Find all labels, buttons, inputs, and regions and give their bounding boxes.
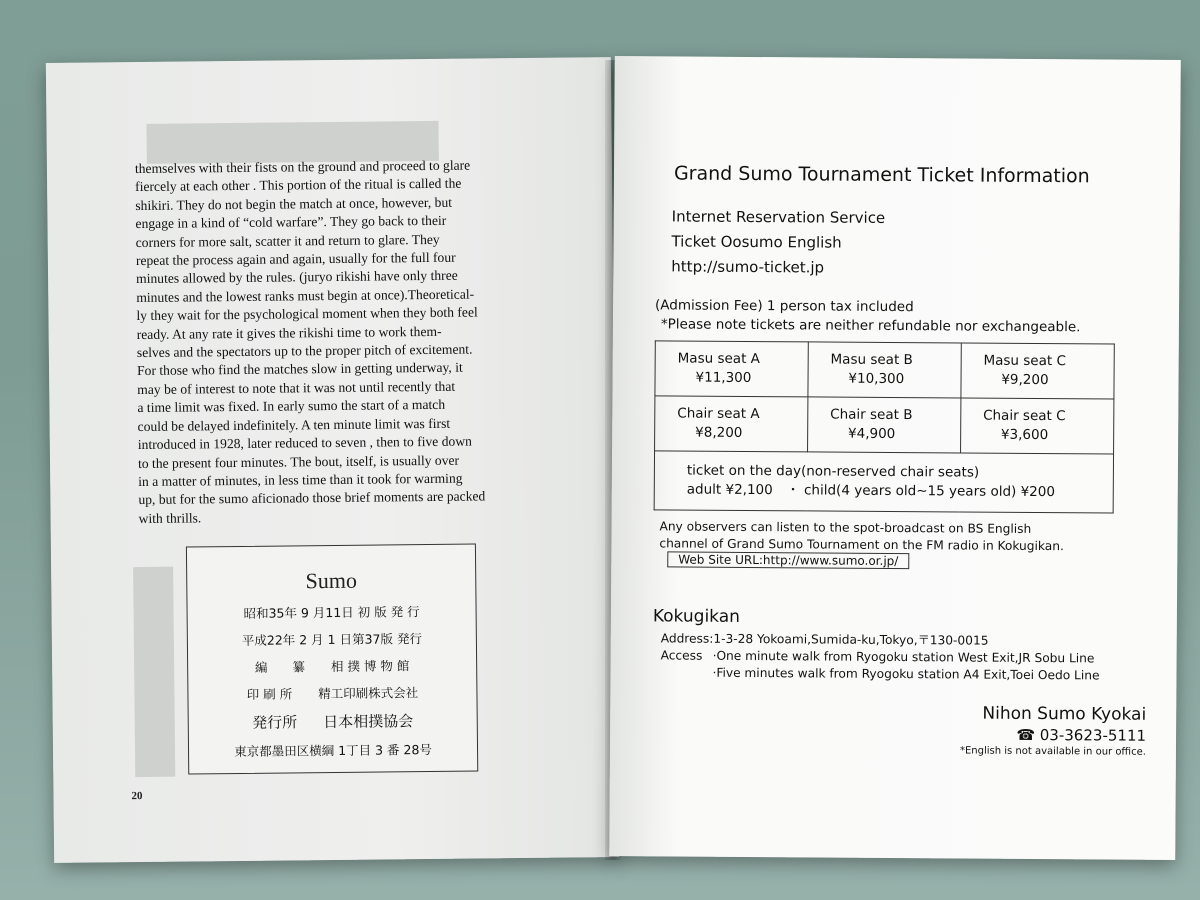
organization-name: Nihon Sumo Kyokai — [982, 703, 1147, 725]
ticket-price-table — [654, 340, 1115, 513]
body-line: in a matter of minutes, in less time than it took for warming — [138, 470, 463, 489]
colophon-title: Sumo — [305, 567, 358, 594]
seat-cell: Chair seat B ¥4,900 — [807, 397, 960, 453]
body-line: up, but for the sumo aficionado those brief moments are packed — [138, 488, 486, 508]
seat-cell: Masu seat C ¥9,200 — [961, 343, 1115, 399]
body-line: themselves with their fists on the ground and proceed to glare — [134, 157, 471, 177]
reservation-url: http://sumo-ticket.jp — [671, 257, 825, 277]
body-line: a time limit was fixed. In early sumo the start of a match — [137, 397, 446, 416]
website-url: Web Site URL:http://www.sumo.or.jp/ — [667, 551, 909, 569]
phone-number: ☎ 03-3623-5111 — [1016, 725, 1147, 745]
body-line: fiercely at each other . This portion of the ritual is called the — [135, 176, 462, 195]
body-line: shikiri. They do not begin the match at once, however, but — [135, 194, 453, 213]
body-line: may be of interest to note that it was not until recently that — [137, 378, 456, 397]
body-line: engage in a kind of “cold warfare”. They go back to their — [135, 213, 447, 232]
colophon-box — [186, 544, 478, 775]
broadcast-note: Any observers can listen to the spot-broadcast on BS English channel of Grand Sumo Tournament on the FM radio in Kokugikan. — [659, 519, 1064, 554]
body-line: minutes and the lowest ranks must begin at once).Theoretical- — [136, 286, 475, 305]
refund-note: *Please note tickets are neither refundable nor exchangeable. — [660, 316, 1081, 336]
day-ticket-cell: ticket on the day(non-reserved chair seats) adult ¥2,100 ・ child(4 years old~15 years old) ¥200 — [654, 451, 1113, 513]
venue-name: Kokugikan — [652, 606, 741, 627]
colophon-row: 編 纂 相 撲 博 物 館 — [254, 658, 410, 675]
body-line: For those who find the matches slow in getting underway, it — [136, 360, 463, 379]
body-line: to the present four minutes. The bout, itself, is usually over — [137, 452, 460, 471]
body-line: repeat the process again and again, usually for the full four — [135, 249, 456, 269]
office-note: *English is not available in our office. — [959, 745, 1146, 758]
seat-cell: Masu seat B ¥10,300 — [808, 342, 961, 398]
body-line: introduced in 1928, later reduced to seven , then to five down — [137, 433, 472, 453]
body-line: ly they wait for the psychological moment when they both feel — [136, 304, 478, 324]
colophon-row: 印 刷 所 精工印刷株式会社 — [246, 685, 419, 702]
left-page — [46, 57, 619, 863]
reservation-lines: Internet Reservation Service Ticket Oosumo English http://sumo-ticket.jp — [671, 204, 885, 280]
right-page — [609, 56, 1181, 860]
venue-address: Address:1-3-28 Yokoami,Sumida-ku,Tokyo,〒130-0015 Access ·One minute walk from Ryogoku station West Exit,JR Sobu Line ·Five minutes walk from Ryogoku station A4 Exit,Toei Oedo Line — [660, 631, 1100, 683]
admission-fee: (Admission Fee) 1 person tax included *Please note tickets are neither refundable nor exchangeable. — [655, 297, 1081, 336]
colophon-row: 昭和35年 9 月11日 初 版 発 行 — [243, 604, 420, 621]
body-line: corners for more salt, scatter it and return to glare. They — [135, 231, 440, 250]
seat-cell: Chair seat C ¥3,600 — [960, 398, 1114, 454]
body-line: could be delayed indefinitely. A ten minute limit was first — [137, 415, 451, 434]
colophon-row: 平成22年 2 月 1 日第37版 発行 — [241, 631, 423, 648]
printed-shading — [133, 567, 175, 777]
body-line: ready. At any rate it gives the rikishi time to work them- — [136, 323, 442, 342]
colophon-row: 東京都墨田区横綱 1丁目 3 番 28号 — [234, 741, 432, 760]
body-line: minutes allowed by the rules. (juryo rikishi have only three — [136, 268, 458, 287]
body-paragraph — [135, 156, 531, 528]
ticket-info-title: Grand Sumo Tournament Ticket Information — [673, 162, 1090, 188]
seat-cell: Masu seat A ¥11,300 — [655, 341, 808, 397]
body-line: selves and the spectators up to the proper pitch of excitement. — [136, 341, 473, 361]
page-number: 20 — [131, 790, 143, 803]
colophon-row: 発行所 日本相撲協会 — [252, 712, 414, 732]
organization-signature — [960, 703, 1146, 757]
seat-cell: Chair seat A ¥8,200 — [655, 396, 808, 452]
body-line: with thrills. — [138, 510, 202, 526]
